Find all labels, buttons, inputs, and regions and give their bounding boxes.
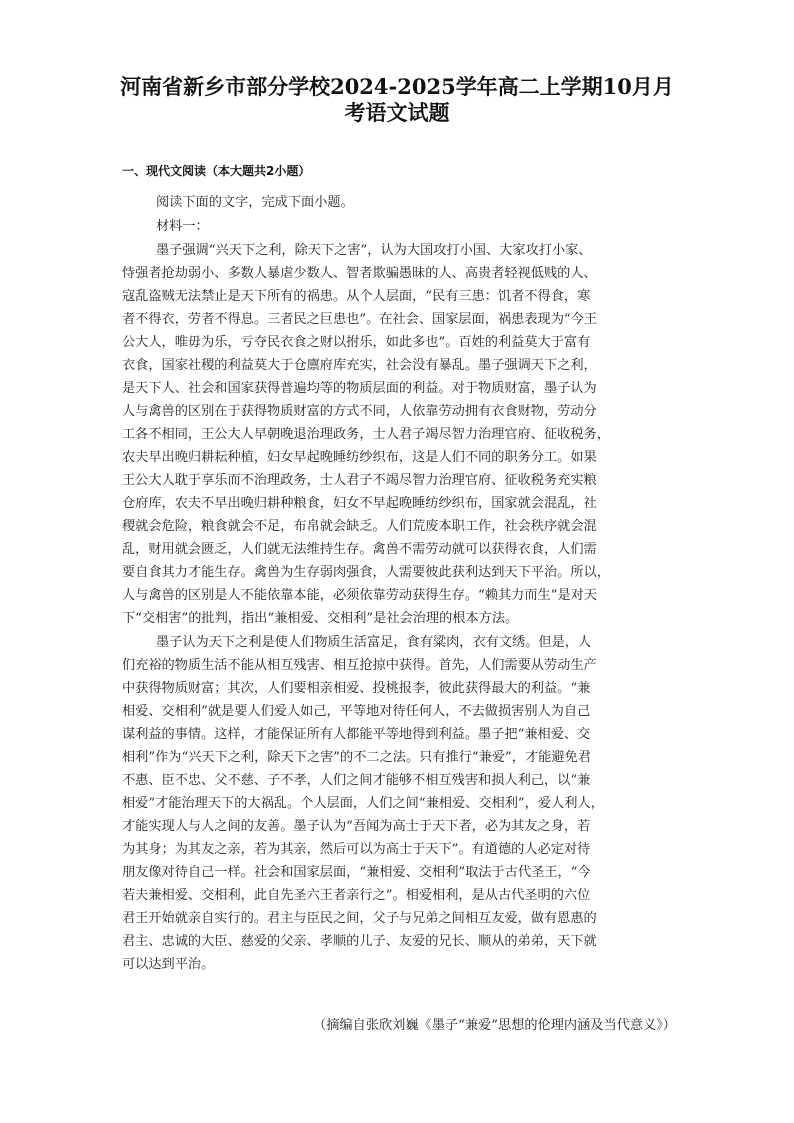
paragraph-line: 墨子强调“兴天下之利，除天下之害”，认为大国攻打小国、大家攻打小家、: [156, 243, 592, 258]
paragraph-line: 若夫兼相爱、交相利，此自先圣六王者亲行之”。相爱相利，是从古代圣明的六位: [122, 888, 591, 903]
paragraph-line: 仓府库，农夫不早出晚归耕种粮食，妇女不早起晚睡纺纱织布，国家就会混乱，社: [122, 496, 597, 511]
paragraph-line: 王公大人耽于享乐而不治理政务，士人君子不竭尽智力治理官府、征收税务充实粮: [122, 473, 597, 488]
paragraph-line: 是天下人、社会和国家获得普遍均等的物质层面的利益。对于物质财富，墨子认为: [122, 381, 597, 396]
source-citation: （摘编自张欣刘巍《墨子“兼爱”思想的伦理内涵及当代意义》）: [313, 1018, 676, 1033]
paragraph-line: 公大人，唯毋为乐，亏夺民衣食之财以拊乐，如此多也”。百姓的利益莫大于富有: [122, 335, 591, 350]
paragraph-line: 寇乱盗贼无法禁止是天下所有的祸患。从个人层面，“民有三患：饥者不得食，寒: [122, 289, 591, 304]
paragraph-line: 人与禽兽的区别是人不能依靠本能，必须依靠劳动获得生存。“赖其力而生”是对天: [122, 588, 598, 603]
instruction-text: 阅读下面的文字，完成下面小题。: [156, 195, 354, 210]
exam-title-line-2: 考语文试题: [344, 100, 450, 125]
paragraph-line: 稷就会危险，粮食就会不足，布帛就会缺乏。人们荒废本职工作，社会秩序就会混: [122, 519, 597, 534]
paragraph-line: 相爱、交相利”就是要人们爱人如己，平等地对待任何人，不去做损害别人为自己: [122, 704, 591, 719]
paragraph-line: 相利”作为“兴天下之利，除天下之害”的不二之法。只有推行“兼爱”，才能避免君: [122, 750, 591, 765]
paragraph-line: 君王开始就亲自实行的。君主与臣民之间，父子与兄弟之间相互友爱，做有恩惠的: [122, 911, 597, 926]
exam-title: [100, 74, 694, 126]
paragraph-line: 人与禽兽的区别在于获得物质财富的方式不同，人依靠劳动拥有衣食财物，劳动分: [122, 404, 597, 419]
paragraph-line: 才能实现人与人之间的友善。墨子认为“吾闻为高士于天下者，必为其友之身，若: [122, 819, 591, 834]
paragraph-line: 乱，财用就会匮乏，人们就无法维持生存。禽兽不需劳动就可以获得衣食，人们需: [122, 542, 597, 557]
paragraph-line: 不惠、臣不忠、父不慈、子不孝，人们之间才能够不相互残害和损人利己，以“兼: [122, 773, 591, 788]
paragraph-line: 中获得物质财富；其次，人们要相亲相爱、投桃报李，彼此获得最大的利益。“兼: [122, 681, 591, 696]
paragraph-line: 为其身；为其友之亲，若为其亲，然后可以为高士于天下”。有道德的人必定对待: [122, 842, 591, 857]
paragraph-line: 衣食，国家社稷的利益莫大于仓廪府库充实，社会没有暴乱。墨子强调天下之利，: [122, 358, 597, 373]
paragraph-line: 恃强者抢劫弱小、多数人暴虐少数人、智者欺骗愚昧的人、高贵者轻视低贱的人、: [122, 266, 597, 281]
paragraph-line: 墨子认为天下之利是使人们物质生活富足，食有粱肉，衣有文绣。但是，人: [156, 635, 592, 650]
paragraph-line: 君主、忠诚的大臣、慈爱的父亲、孝顺的儿子、友爱的兄长、顺从的弟弟，天下就: [122, 934, 597, 949]
paragraph-line: 农夫早出晚归耕耘种植，妇女早起晚睡纺纱织布，这是人们不同的职务分工。如果: [122, 450, 597, 465]
paragraph-line: 下“交相害”的批判，指出“兼相爱、交相利”是社会治理的根本方法。: [122, 611, 519, 626]
paragraph-line: 朋友像对待自己一样。社会和国家层面，“兼相爱、交相利”取法于古代圣王，“今: [122, 865, 591, 880]
paragraph-line: 相爱”才能治理天下的大祸乱。个人层面，人们之间“兼相爱、交相利”，爱人利人，: [122, 796, 604, 811]
paragraph-line: 可以达到平治。: [122, 957, 215, 972]
material-label: 材料一：: [156, 219, 209, 234]
section-heading: 一、现代文阅读（本大题共2小题）: [122, 164, 311, 178]
paragraph-line: 要自食其力才能生存。禽兽为生存弱肉强食，人需要彼此获利达到天下平治。所以，: [122, 565, 610, 580]
paragraph-line: 谋利益的事情。这样，才能保证所有人都能平等地得到利益。墨子把“兼相爱、交: [122, 727, 591, 742]
paragraph-line: 工各不相同，王公大人早朝晚退治理政务，士人君子竭尽智力治理官府、征收税务，: [122, 427, 610, 442]
exam-title-line-1: 河南省新乡市部分学校2024-2025学年高二上学期10月月: [120, 74, 674, 99]
paragraph-line: 者不得衣，劳者不得息。三者民之巨患也”。在社会、国家层面，祸患表现为“今王: [122, 312, 598, 327]
paragraph-line: 们充裕的物质生活不能从相互残害、相互抢掠中获得。首先，人们需要从劳动生产: [122, 658, 597, 673]
